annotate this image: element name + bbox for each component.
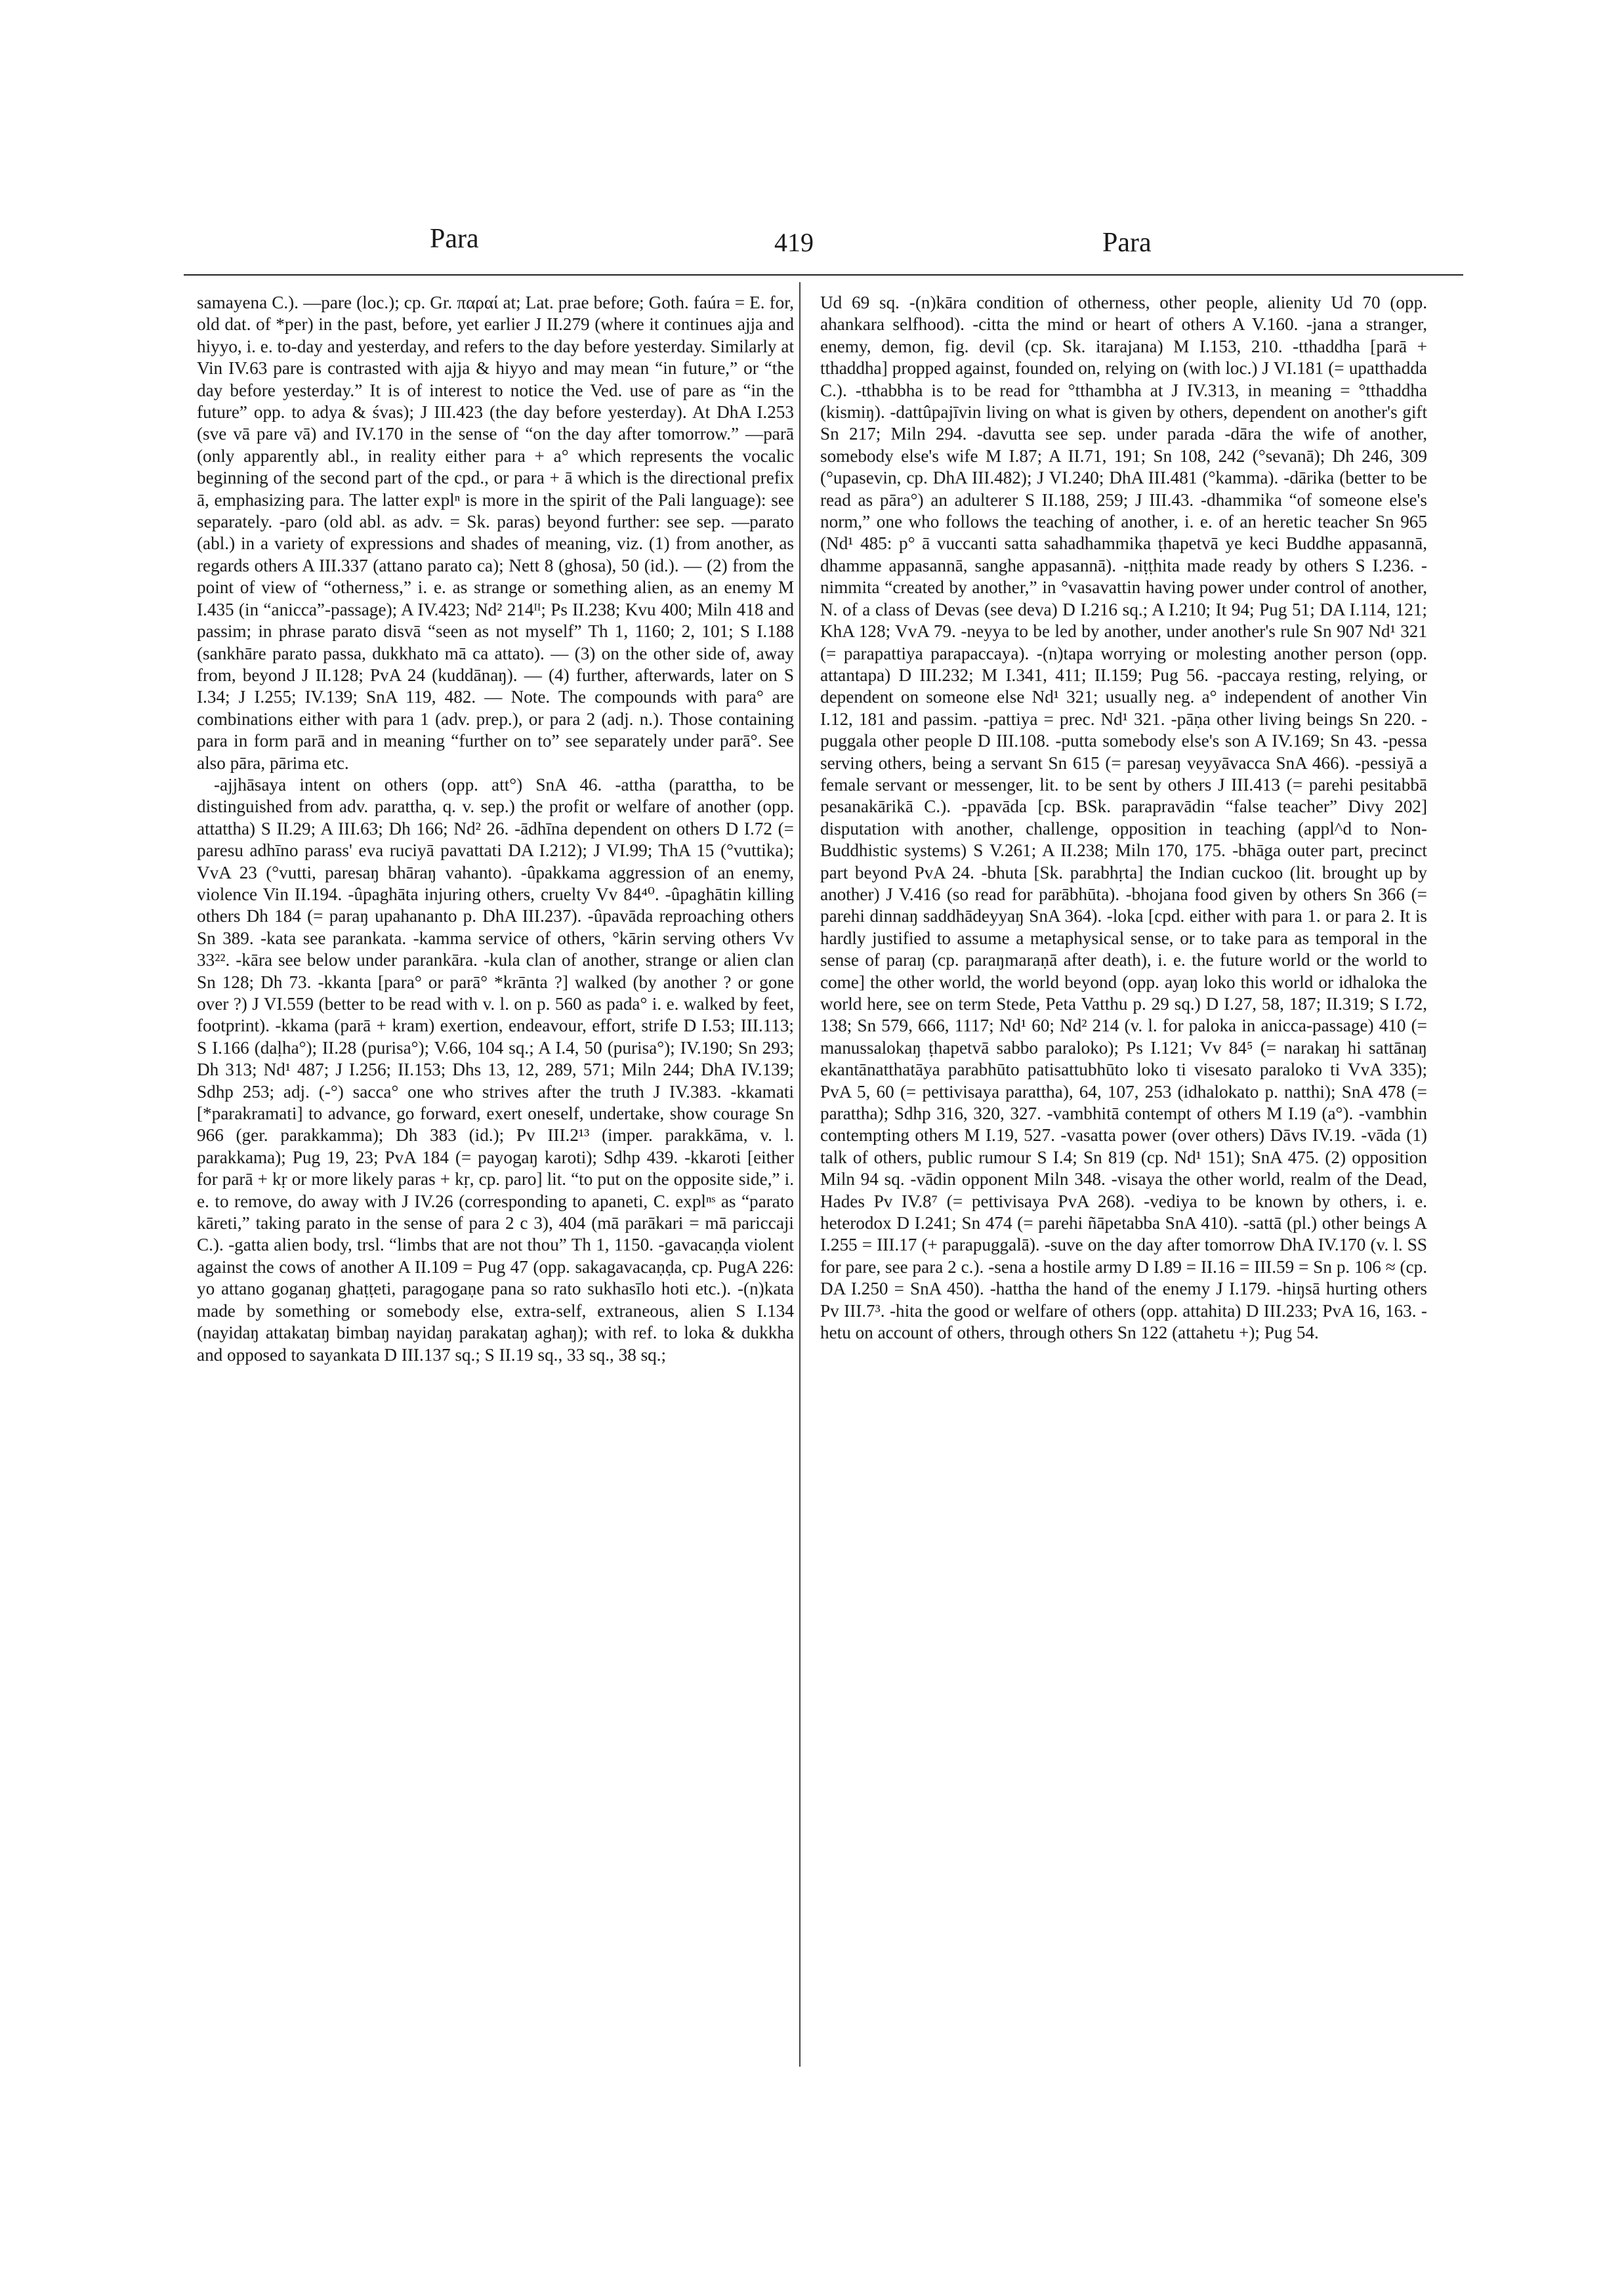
header-rule [184,274,1463,276]
left-column [197,292,794,2103]
column-divider [799,282,801,2067]
entry-paragraph: samayena C.). —pare (loc.); cp. Gr. παραί at; Lat. prae before; Goth. faúra = E. for, old dat. of *per) in the past, before, yet earlier J II.279 (where it continues ajja and hiyyo, i. e. to-day and yesterday, and refers to the day before yesterday. Similarly at Vin IV.63 pare is contrasted with ajja & hiyyo and may mean “in future,” or “the day before yesterday.” It is of interest to notice the Ved. use of pare as “in the future” opp. to adya & śvas); J III.423 (the day before yesterday). At DhA I.253 (sve vā pare vā) and IV.170 in the sense of “on the day after tomorrow.” —parā (only apparently abl., in reality either para + a° which represents the vocalic beginning of the second part of the cpd., or para + ā which is the directional prefix ā, emphasizing para. The latter explⁿ is more in the spirit of the Pali language): see separately. -paro (old abl. as adv. = Sk. paras) beyond further: see sep. —parato (abl.) in a variety of expressions and shades of meaning, viz. (1) from another, as regards others A III.337 (attano parato ca); Nett 8 (ghosa), 50 (id.). — (2) from the point of view of “otherness,” i. e. as strange or something alien, as an enemy M I.435 (in “anicca”-passage); A IV.423; Nd² 214ᴵᴵ; Ps II.238; Kvu 400; Miln 418 and passim; in phrase parato disvā “seen as not myself” Th 1, 1160; 2, 101; S I.188 (sankhāre parato passa, dukkhato mā ca attato). — (3) on the other side of, away from, beyond J II.128; PvA 24 (kuddānaŋ). — (4) further, afterwards, later on S I.34; J I.255; IV.139; SnA 119, 482. — Note. The compounds with para° are combinations either with para 1 (adv. prep.), or para 2 (adj. n.). Those containing para in form parā and in meaning “further on to” see separately under parā°. See also pāra, pārima etc. [197,293,794,773]
right-column [820,292,1427,2103]
page-number: 419 [774,228,814,257]
entry-paragraph: Ud 69 sq. -(n)kāra condition of otherness, other people, alienity Ud 70 (opp. ahankara selfhood). -citta the mind or heart of others A V.160. -jana a stranger, enemy, demon, fig. devil (cp. Sk. itarajana) M I.153, 210. -tthaddha [parā + tthaddha] propped against, founded on, relying on (with loc.) J VI.181 (= upatthadda C.). -tthabbha is to be read for °tthambha at J IV.313, in meaning = °tthaddha (kismiŋ). -dattûpajīvin living on what is given by others, dependent on another's gift Sn 217; Miln 294. -davutta see sep. under parada -dāra the wife of another, somebody else's wife M I.87; A II.71, 191; Sn 108, 242 (°sevanā); Dh 246, 309 (°upasevin, cp. DhA III.482); J VI.240; DhA III.481 (°kamma). -dārika (better to be read as pāra°) an adulterer S II.188, 259; J III.43. -dhammika “of someone else's norm,” one who follows the teaching of another, i. e. of an heretic teacher Sn 965 (Nd¹ 485: p° ā vuccanti satta sahadhammika ṭhapetvā ye keci Buddhe appasannā, dhamme appasannā, sanghe appasannā). -niṭṭhita made ready by others S I.236. -nimmita “created by another,” in °vasavattin having power under control of another, N. of a class of Devas (see deva) D I.216 sq.; A I.210; It 94; Pug 51; DA I.114, 121; KhA 128; VvA 79. -neyya to be led by another, under another's rule Sn 907 Nd¹ 321 (= parapattiya parapaccaya). -(n)tapa worrying or molesting another person (opp. attantapa) D III.232; M I.341, 411; II.159; Pug 56. -paccaya resting, relying, or dependent on someone else Nd¹ 321; usually neg. a° independent of another Vin I.12, 181 and passim. -pattiya = prec. Nd¹ 321. -pāṇa other living beings Sn 220. -puggala other people D III.108. -putta somebody else's son A IV.169; Sn 43. -pessa serving others, being a servant Sn 615 (= paresaŋ veyyāvacca SnA 466). -pessiyā a female servant or messenger, lit. to be sent by others J III.413 (= parehi pesitabbā pesanakārikā C.). -ppavāda [cp. BSk. parapravādin “false teacher” Divy 202] disputation with another, challenge, opposition in teaching (appl^d to Non-Buddhistic systems) S V.261; A II.238; Miln 170, 175. -bhāga outer part, precinct part beyond PvA 24. -bhuta [Sk. parabhṛta] the Indian cuckoo (lit. brought up by another) J V.416 (so read for parābhūta). -bhojana food given by others Sn 366 (= parehi dinnaŋ saddhādeyyaŋ SnA 364). -loka [cpd. either with para 1. or para 2. It is hardly justified to assume a metaphysical sense, or to take para as temporal in the sense of paraŋ (cp. paraŋmaraṇā after death), i. e. the future world or the world to come] the other world, the world beyond (opp. ayaŋ loko this world or idhaloka the world here, see on term Stede, Peta Vatthu p. 29 sq.) D I.27, 58, 187; II.319; S I.72, 138; Sn 579, 666, 1117; Nd¹ 60; Nd² 214 (v. l. for paloka in anicca-passage) 410 (= manussalokaŋ ṭhapetvā sabbo paraloko); Ps I.121; Vv 84⁵ (= narakaŋ hi sattānaŋ ekantānatthatāya parabhūto patisattubhūto loko ti visesato paraloko ti VvA 335); PvA 5, 60 (= pettivisaya parattha), 64, 107, 253 (idhalokato p. natthi); SnA 478 (= parattha); Sdhp 316, 320, 327. -vambhitā contempt of others M I.19 (a°). -vambhin contempting others M I.19, 527. -vasatta power (over others) Dāvs IV.19. -vāda (1) talk of others, public rumour S I.4; Sn 819 (cp. Nd¹ 151); SnA 475. (2) opposition Miln 94 sq. -vādin opponent Miln 348. -visaya the other world, realm of the Dead, Hades Pv IV.8⁷ (= pettivisaya PvA 268). -vediya to be known by others, i. e. heterodox D I.241; Sn 474 (= parehi ñāpetabba SnA 410). -sattā (pl.) other beings A I.255 = III.17 (+ parapuggalā). -suve on the day after tomorrow DhA IV.170 (v. l. SS for pare, see para 2 c.). -sena a hostile army D I.89 = II.16 = III.59 = Sn p. 106 ≈ (cp. DA I.250 = SnA 450). -hattha the hand of the enemy J I.179. -hiŋsā hurting others Pv III.7³. -hita the good or welfare of others (opp. attahita) D III.233; PvA 16, 163. -hetu on account of others, through others Sn 122 (attahetu +); Pug 54. [820,293,1427,1343]
running-header [184,223,1463,276]
right-running-head: Para [1102,228,1152,258]
left-running-head: Para [430,224,479,254]
entry-paragraph: -ajjhāsaya intent on others (opp. att°) SnA 46. -attha (parattha, to be distinguished from adv. parattha, q. v. sep.) the profit or welfare of another (opp. attattha) S II.29; A III.63; Dh 166; Nd² 26. -ādhīna dependent on others D I.72 (= paresu adhīno parass' eva ruciyā pavattati DA I.212); J VI.99; ThA 15 (°vuttika); VvA 23 (°vutti, paresaŋ bhāraŋ vahanto). -ûpakkama aggression of an enemy, violence Vin II.194. -ûpaghāta injuring others, cruelty Vv 84⁴⁰. -ûpaghātin killing others Dh 184 (= paraŋ upahananto p. DhA III.237). -ûpavāda reproaching others Sn 389. -kata see parankata. -kamma service of others, °kārin serving others Vv 33²². -kāra see below under parankāra. -kula clan of another, strange or alien clan Sn 128; Dh 73. -kkanta [para° or parā° *krānta ?] walked (by another ? or gone over ?) J VI.559 (better to be read with v. l. on p. 560 as pada° i. e. walked by feet, footprint). -kkama (parā + kram) exertion, endeavour, effort, strife D I.53; III.113; S I.166 (daḷha°); II.28 (purisa°); V.66, 104 sq.; A I.4, 50 (purisa°); IV.190; Sn 293; Dh 313; Nd¹ 487; J I.256; II.153; Dhs 13, 12, 289, 571; Miln 244; DhA IV.139; Sdhp 253; adj. (-°) sacca° one who strives after the truth J IV.383. -kkamati [*parakramati] to advance, go forward, exert oneself, undertake, show courage Sn 966 (ger. parakkamma); Dh 383 (id.); Pv III.2¹³ (imper. parakkāma, v. l. parakkama); Pug 19, 23; PvA 184 (= payogaŋ karoti); Sdhp 439. -kkaroti [either for parā + kṛ or more likely paras + kṛ, cp. paro] lit. “to put on the opposite side,” i. e. to remove, do away with J IV.26 (corresponding to apaneti, C. explⁿˢ as “parato kāreti,” taking parato in the sense of para 2 c 3), 404 (mā parākari = mā pariccaji C.). -gatta alien body, trsl. “limbs that are not thou” Th 1, 1150. -gavacaṇḍa violent against the cows of another A II.109 = Pug 47 (opp. sakagavacaṇḍa, cp. PugA 226: yo attano goganaŋ ghaṭṭeti, paragogaṇe pana so rato sukhasīlo hoti etc.). -(n)kata made by something or somebody else, extra-self, extraneous, alien S I.134 (nayidaŋ attakataŋ bimbaŋ nayidaŋ parakataŋ aghaŋ); with ref. to loka & dukkha and opposed to sayankata D III.137 sq.; S II.19 sq., 33 sq., 38 sq.; [197,774,794,1365]
